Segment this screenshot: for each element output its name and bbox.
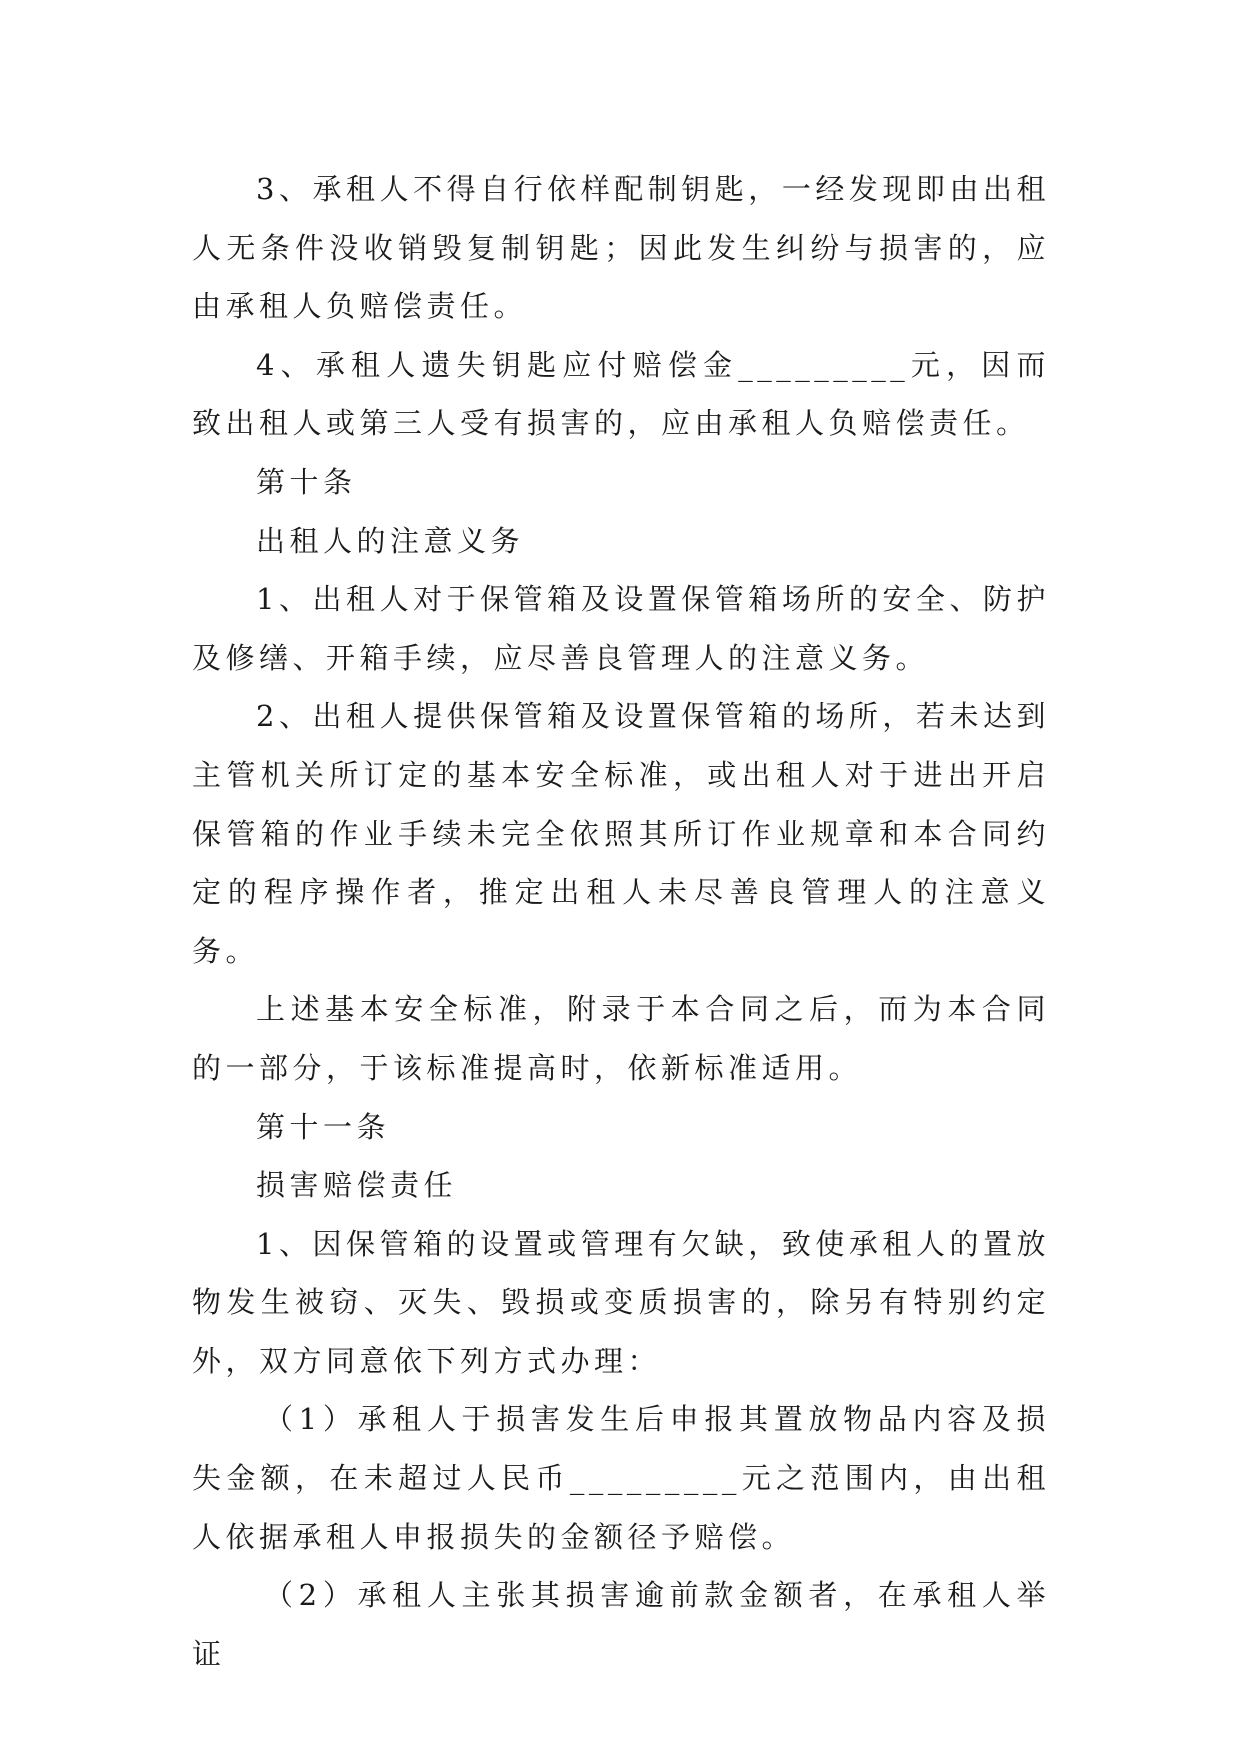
article-number: 第十一条	[256, 1109, 391, 1144]
article-title: 损害赔偿责任	[256, 1168, 458, 1203]
clause-paragraph: 3、承租人不得自行依样配制钥匙，一经发现即由出租人无条件没收销毁复制钥匙；因此发生纠纷与损害的，应由承租人负赔偿责任。	[192, 172, 1050, 324]
sub-clause-paragraph: （2）承租人主张其损害逾前款金额者，在承租人举证	[192, 1578, 1050, 1671]
clause-paragraph: 1、出租人对于保管箱及设置保管箱场所的安全、防护及修缮、开箱手续，应尽善良管理人的注意义务。	[192, 582, 1050, 675]
clause-paragraph: 上述基本安全标准，附录于本合同之后，而为本合同的一部分，于该标准提高时，依新标准适用。	[192, 992, 1050, 1085]
article-title: 出租人的注意义务	[256, 523, 525, 558]
clause-paragraph: 1、因保管箱的设置或管理有欠缺，致使承租人的置放物发生被窃、灭失、毁损或变质损害的，除另有特别约定外，双方同意依下列方式办理：	[192, 1226, 1050, 1378]
clause-paragraph: 4、承租人遗失钥匙应付赔偿金_________元，因而致出租人或第三人受有损害的，应由承租人负赔偿责任。	[192, 347, 1050, 441]
clause-paragraph: 2、出租人提供保管箱及设置保管箱的场所，若未达到主管机关所订定的基本安全标准，或出租人对于进出开启保管箱的作业手续未完全依照其所订作业规章和本合同约定的程序操作者，推定出租人未尽善良管理人的注意义务。	[192, 699, 1050, 968]
sub-clause-paragraph: （1）承租人于损害发生后申报其置放物品内容及损失金额，在未超过人民币_________元之范围内，由出租人依据承租人申报损失的金额径予赔偿。	[192, 1402, 1050, 1554]
document-body	[192, 160, 1050, 1683]
article-number: 第十条	[256, 464, 357, 499]
